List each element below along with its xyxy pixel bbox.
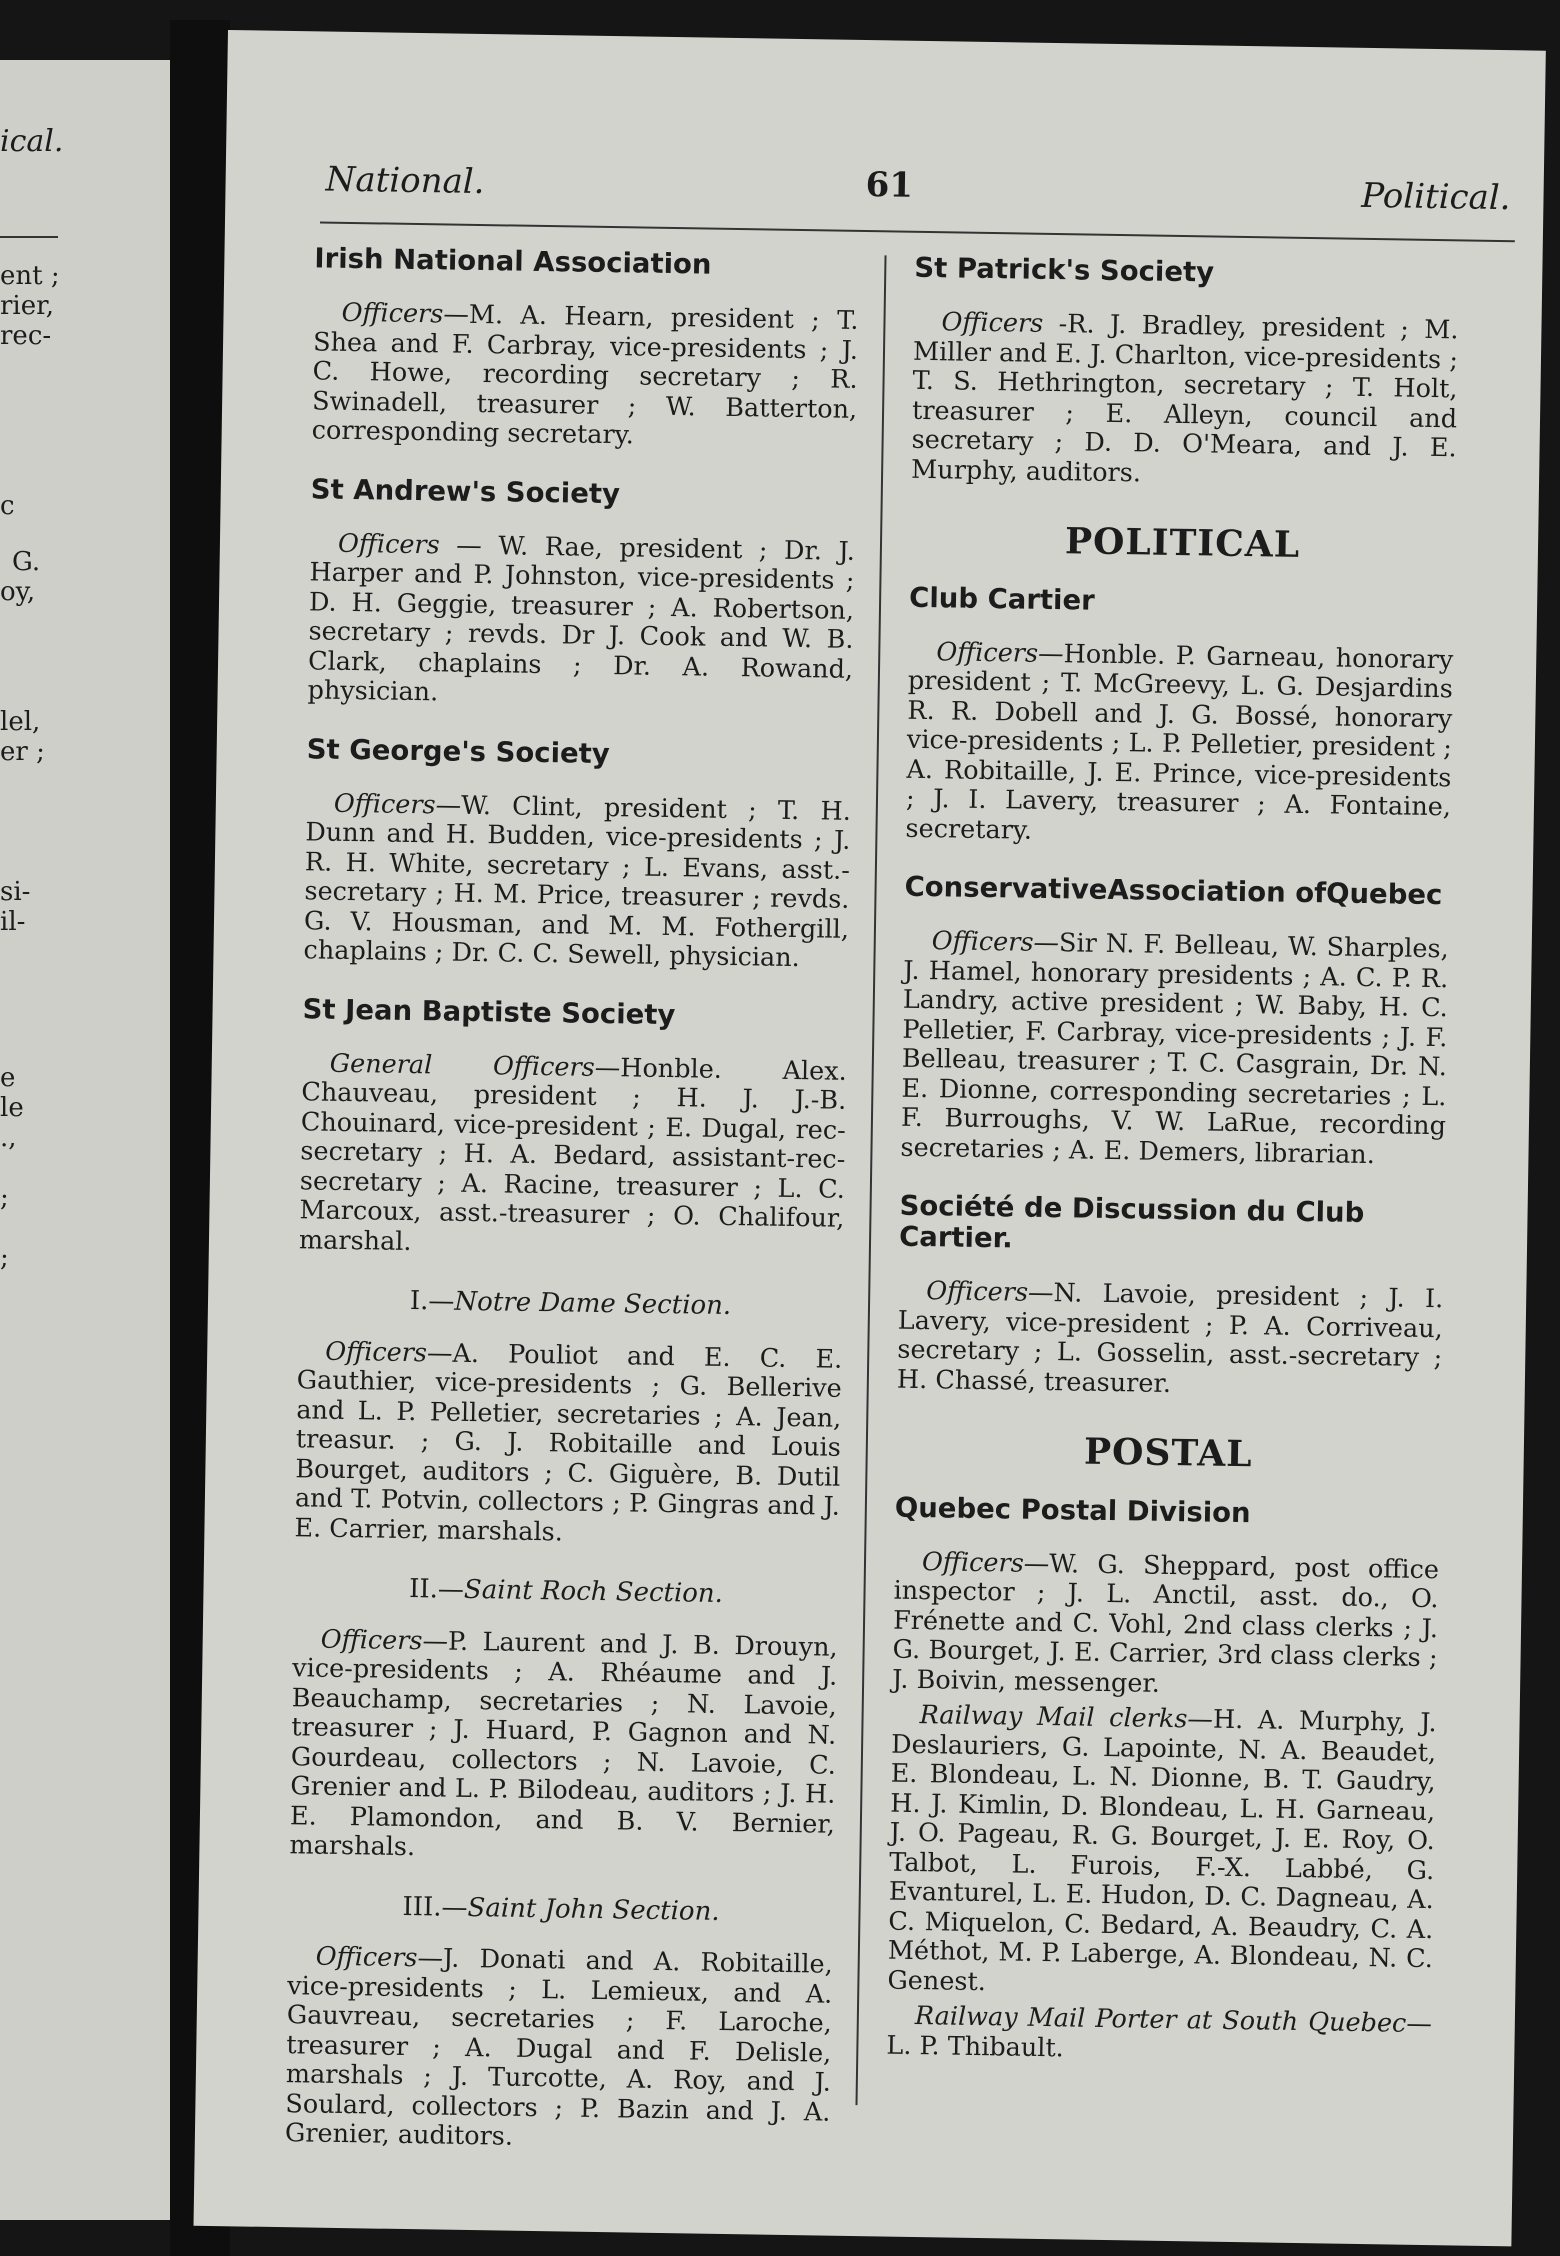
section-title-quebec-postal: Quebec Postal Division [894,1491,1251,1529]
officers-label: Officers— [333,788,462,821]
officers-label: General Officers— [329,1048,621,1083]
entry-quebec-postal [892,1547,1439,1703]
category-heading-postal: POSTAL [1083,1430,1253,1476]
facing-page-fragment: rec- [0,321,52,351]
header-rule [320,221,1515,242]
subsection-number: II.— [408,1574,465,1605]
subsection-number: III.— [402,1891,468,1923]
facing-page-fragment: ; [0,1243,9,1273]
facing-page-fragment: oy, [0,577,36,607]
entry-text: A. Pouliot and E. C. E. Gauthier, vice-presidents ; G. Bellerive and L. P. Pelletier, secretaries ; A. Jean, treasur. ; G. J. Robitaille and Louis Bourget, auditors ; C. Giguère, B. Dutil and T. Potvin, collectors ; P. Gingras and J. E. Carrier, marshals. [294,1338,843,1547]
officers-label: Officers— [325,1336,453,1369]
officers-label: Officers— [921,1546,1050,1579]
officers-label: Officers— [926,1276,1054,1309]
facing-page [0,60,180,2220]
facing-page-fragment: c [0,491,15,521]
subsection-name: Saint Roch Section. [463,1574,724,1609]
facing-page-fragment: ent ; [0,261,60,291]
entry-conservative [900,927,1449,1172]
railway-clerks-label: Railway Mail clerks— [919,1700,1214,1735]
officers-label: Officers - [941,307,1068,340]
entry-notre-dame [294,1337,842,1552]
entry-jean [299,1049,847,1264]
subsection-heading-saint-roch [293,1573,838,1611]
running-head-left: National. [325,159,485,203]
facing-page-fragment: ; [0,1183,9,1213]
section-title-patrick: St Patrick's Society [914,251,1215,289]
running-head-right: Political. [1360,175,1511,219]
entry-club-cartier [905,637,1453,852]
entry-george [303,789,851,975]
officers-label: Officers — [337,528,482,561]
facing-page-fragment: le [0,1093,24,1123]
facing-page-fragment: il- [0,907,26,937]
book-page [194,30,1546,2246]
facing-page-header-fragment: ical. [0,124,64,159]
officers-label: Officers— [315,1941,444,1974]
entry-andrew [307,529,855,715]
facing-page-fragment: er ; [0,737,45,767]
entry-text: Sir N. F. Belleau, W. Sharples, J. Hamel, honorary presidents ; A. C. P. R. Landry, active president ; W. Baby, H. C. Pelletier, F. Carbray, vice-presidents ; J. F. Belleau, treasurer ; T. C. Casgrain, Dr. N. E. Dionne, corresponding secretaries ; L. F. Burroughs, V. W. LaRue, recording secretaries ; A. E. Demers, librarian. [900,928,1449,1170]
facing-page-fragment: ., [0,1123,17,1153]
officers-label: Officers— [931,926,1060,959]
entry-text: W. Clint, president ; T. H. Dunn and H. Budden, vice-presidents ; J. R. H. White, secretary ; L. Evans, asst.-secretary ; H. M. Price, treasurer ; revds. G. V. Housman, and M. M. Fothergill, chaplains ; Dr. C. C. Sewell, physician. [303,790,852,974]
entry-text: Honble. P. Garneau, honorary president ; T. McGreevy, L. G. Desjardins R. R. Dobell and J. G. Bossé, honorary vice-presidents ; L. P. Pelletier, president ; A. Robitaille, J. E. Prince, vice-presidents ; J. I. Lavery, treasurer ; A. Fontaine, secretary. [905,638,1454,846]
entry-text: P. Laurent and J. B. Drouyn, vice-presidents ; A. Rhéaume and J. Beauchamp, secretaries ; N. Lavoie, treasurer ; J. Huard, P. Gagnon and N. Gourdeau, collectors ; N. Lavoie, C. Grenier and L. P. Bilodeau, auditors ; J. H. E. Plamondon, and B. V. Bernier, marshals. [289,1626,838,1863]
section-title-andrew: St Andrew's Society [310,472,621,510]
entry-text: W. G. Sheppard, post office inspector ; J. L. Anctil, asst. do., O. Frénette and C. Vohl, 2nd class clerks ; J. G. Bourget, J. E. Carrier, 3rd class clerks ; J. Boivin, messenger. [891,1548,1440,1699]
entry-text: W. Rae, president ; Dr. J. Harper and P. Johnston, vice-presidents ; D. H. Geggie, treasurer ; A. Robertson, secretary ; revds. Dr J. Cook and W. B. Clark, chaplains ; Dr. A. Rowand, physician. [307,530,856,708]
officers-label: Officers— [341,297,470,330]
page-number: 61 [865,165,914,206]
entry-railway-mail-clerks [887,1701,1437,2005]
section-title-george: St George's Society [306,732,610,770]
subsection-heading-saint-john [288,1891,833,1929]
facing-page-fragment: si- [0,877,31,907]
right-column [886,253,1459,2075]
section-title-conservative: ConservativeAssociation ofQuebec [904,870,1443,912]
entry-text: M. A. Hearn, president ; T. Shea and F. Carbray, vice-presidents ; J. C. Howe, recording secretary ; R. Swinadell, treasurer ; W. Batterton, corresponding secretary. [311,299,859,451]
entry-patrick [911,308,1459,494]
left-column [285,243,860,2163]
section-title-jean: St Jean Baptiste Society [302,992,676,1031]
column-divider [855,255,886,2105]
facing-page-rule [0,236,58,238]
facing-page-fragment: G. [12,547,41,577]
facing-page-fragment: lel, [0,707,41,737]
facing-page-fragment: rier, [0,291,54,321]
entry-text: H. A. Murphy, J. Deslauriers, G. Lapointe, N. A. Beaudet, E. Blondeau, L. N. Dionne, B. T. Gaudry, H. J. Kimlin, D. Blondeau, L. H. Garneau, J. O. Pageau, R. G. Bourget, J. E. Roy, O. Talbot, L. Furois, F.-X. Labbé, G. Evanturel, L. E. Hudon, D. C. Dagneau, A. C. Miquelon, C. Bedard, A. Beaudry, C. A. Méthot, M. P. Laberge, A. Blondeau, N. C. Genest. [887,1704,1437,1997]
entry-text: N. Lavoie, president ; J. I. Lavery, vice-president ; P. A. Corriveau, secretary ; L. Gosselin, asst.-secretary ; H. Chassé, treasurer. [896,1278,1444,1399]
entry-irish [311,298,858,454]
officers-label: Officers— [936,636,1064,669]
entry-railway-mail-porter [886,2002,1432,2070]
entry-text: L. P. Thibault. [886,2030,1065,2063]
railway-porter-label: Railway Mail Porter at South Quebec— [914,2001,1433,2040]
entry-discussion [897,1277,1444,1404]
section-title-irish: Irish National Association [314,242,712,281]
subsection-name: Saint John Section. [467,1892,720,1927]
entry-text: Honble. Alex. Chauveau, president ; H. J. J.-B. Chouinard, vice-president ; E. Dugal, rec-secretary ; H. A. Bedard, assistant-rec-secretary ; A. Racine, treasurer ; L. C. Marcoux, asst.-treasurer ; O. Chalifour, marshal. [298,1052,847,1257]
section-title-club-cartier: Club Cartier [908,581,1095,617]
subsection-heading-notre-dame [298,1285,843,1323]
subsection-name: Notre Dame Section. [454,1286,732,1322]
officers-label: Officers— [320,1624,449,1657]
category-heading-political: POLITICAL [1064,520,1301,566]
entry-saint-john [285,1942,833,2157]
subsection-number: I.— [409,1286,455,1317]
facing-page-fragment: e [0,1063,16,1093]
section-title-discussion: Société de Discussion du Club Cartier. [898,1189,1365,1255]
entry-saint-roch [289,1625,838,1870]
entry-text: J. Donati and A. Robitaille, vice-presidents ; L. Lemieux, and A. Gauvreau, secretaries ; F. Laroche, treasurer ; A. Dugal and F. Delisle, marshals ; J. Turcotte, A. Roy, and J. Soulard, collectors ; P. Bazin and J. A. Grenier, auditors. [284,1943,833,2152]
entry-text: R. J. Bradley, president ; M. Miller and E. J. Charlton, vice-presidents ; T. S. Hethrington, secretary ; T. Holt, treasurer ; E. Alleyn, council and secretary ; D. D. O'Meara, and J. E. Murphy, auditors. [910,309,1459,488]
